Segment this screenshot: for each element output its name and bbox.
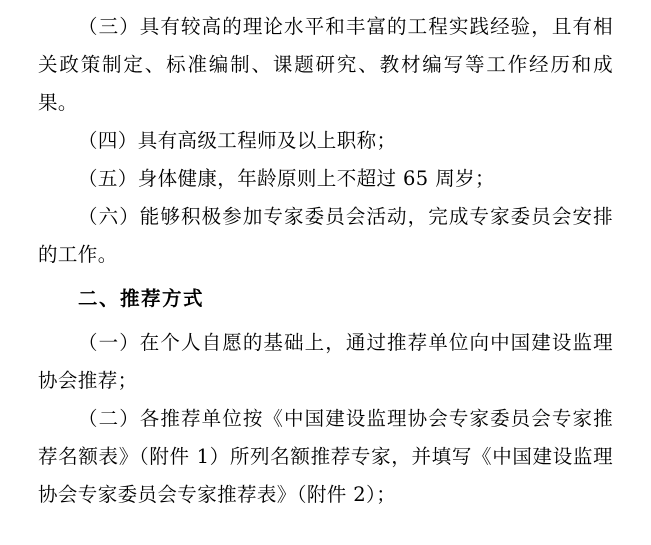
paragraph-item-5: （五）身体健康，年龄原则上不超过 65 周岁； <box>78 167 495 190</box>
paragraph-item-6: （六）能够积极参加专家委员会活动，完成专家委员会安排的工作。 <box>38 205 613 266</box>
paragraph-item-3: （三）具有较高的理论水平和丰富的工程实践经验，且有相关政策制定、标准编制、课题研究、教材编写等工作经历和成果。 <box>38 15 613 114</box>
paragraph-method-2: （二）各推荐单位按《中国建设监理协会专家委员会专家推荐名额表》（附件 1）所列名额推荐专家，并填写《中国建设监理协会专家委员会专家推荐表》（附件 2）； <box>38 407 613 506</box>
paragraph-item-4: （四）具有高级工程师及以上职称； <box>78 129 397 152</box>
paragraph-method-1: （一）在个人自愿的基础上，通过推荐单位向中国建设监理协会推荐； <box>38 331 613 392</box>
section-heading-2: 二、推荐方式 <box>78 287 205 310</box>
